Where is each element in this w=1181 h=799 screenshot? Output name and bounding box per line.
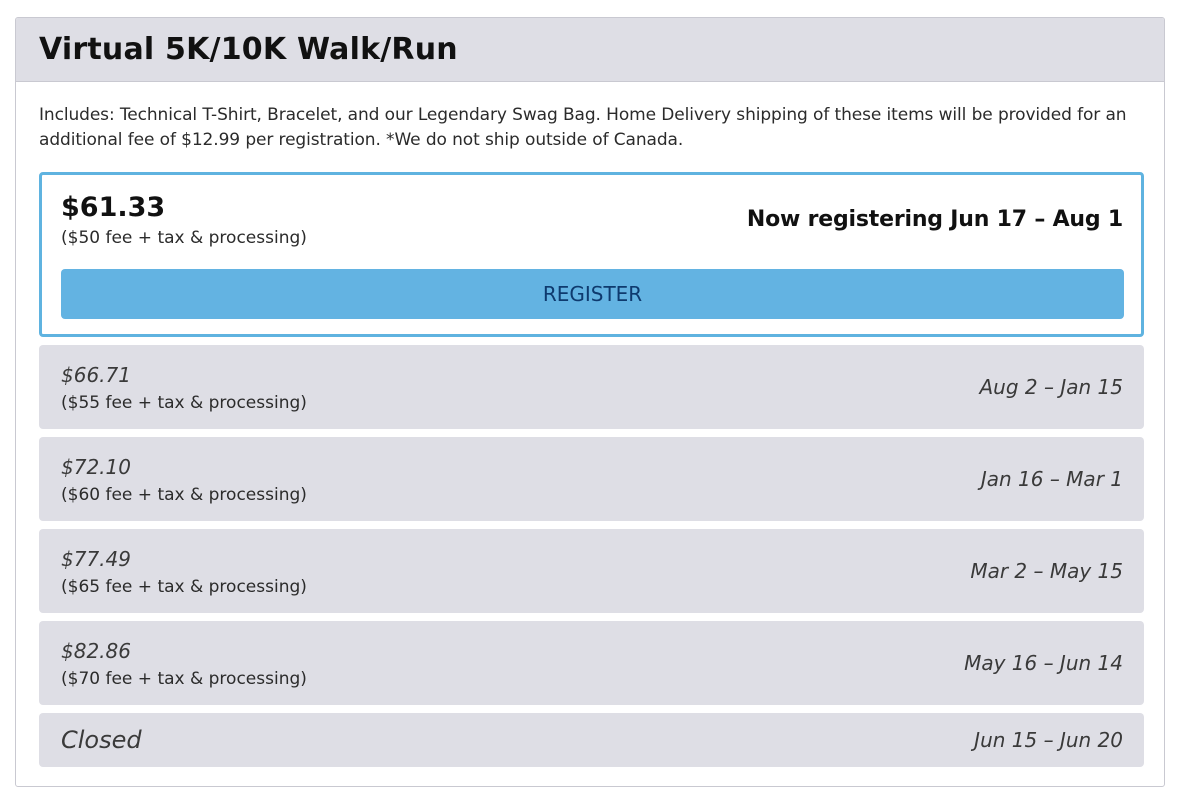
card-body (16, 82, 1164, 767)
tier-fee-detail: ($55 fee + tax & processing) (61, 392, 307, 413)
tier-price-block (61, 546, 307, 597)
tier-date-range: May 16 – Jun 14 (964, 651, 1123, 675)
tier-price: $77.49 (61, 546, 131, 571)
active-tier-registration-window: Now registering Jun 17 – Aug 1 (746, 207, 1123, 232)
active-tier-price-block (61, 191, 307, 248)
tier-fee-detail: ($65 fee + tax & processing) (61, 576, 307, 597)
card-header (16, 18, 1164, 82)
tier-date-range: Aug 2 – Jan 15 (979, 375, 1123, 399)
active-tier-fee-detail: ($50 fee + tax & processing) (61, 228, 307, 248)
registration-card (15, 17, 1165, 787)
tier-price-block (61, 362, 307, 413)
tier-fee-detail: ($70 fee + tax & processing) (61, 668, 307, 689)
tier-date-range: Mar 2 – May 15 (970, 559, 1123, 583)
intro-text: Includes: Technical T-Shirt, Bracelet, and our Legendary Swag Bag. Home Delivery shipping of these items will be provided for an additional fee of $12.99 per registration. *We do not ship outside of Canada. (39, 105, 1127, 150)
active-pricing-tier (39, 172, 1144, 337)
tier-fee-detail: ($60 fee + tax & processing) (61, 484, 307, 505)
closed-pricing-tier (39, 713, 1144, 767)
tier-price-block (61, 454, 307, 505)
active-tier-info (61, 191, 1123, 269)
pricing-tier (39, 621, 1144, 705)
register-button[interactable]: REGISTER (61, 269, 1124, 319)
closed-label: Closed (61, 726, 142, 754)
tier-price: $72.10 (61, 454, 131, 479)
tier-price: $82.86 (61, 638, 131, 663)
pricing-tier (39, 529, 1144, 613)
tier-price-block (61, 638, 307, 689)
pricing-tier (39, 345, 1144, 429)
closed-date-range: Jun 15 – Jun 20 (974, 728, 1123, 752)
pricing-tier (39, 437, 1144, 521)
page-title: Virtual 5K/10K Walk/Run (39, 32, 458, 67)
tier-price: $66.71 (61, 362, 131, 387)
tier-date-range: Jan 16 – Mar 1 (980, 467, 1123, 491)
active-tier-price: $61.33 (61, 192, 166, 223)
